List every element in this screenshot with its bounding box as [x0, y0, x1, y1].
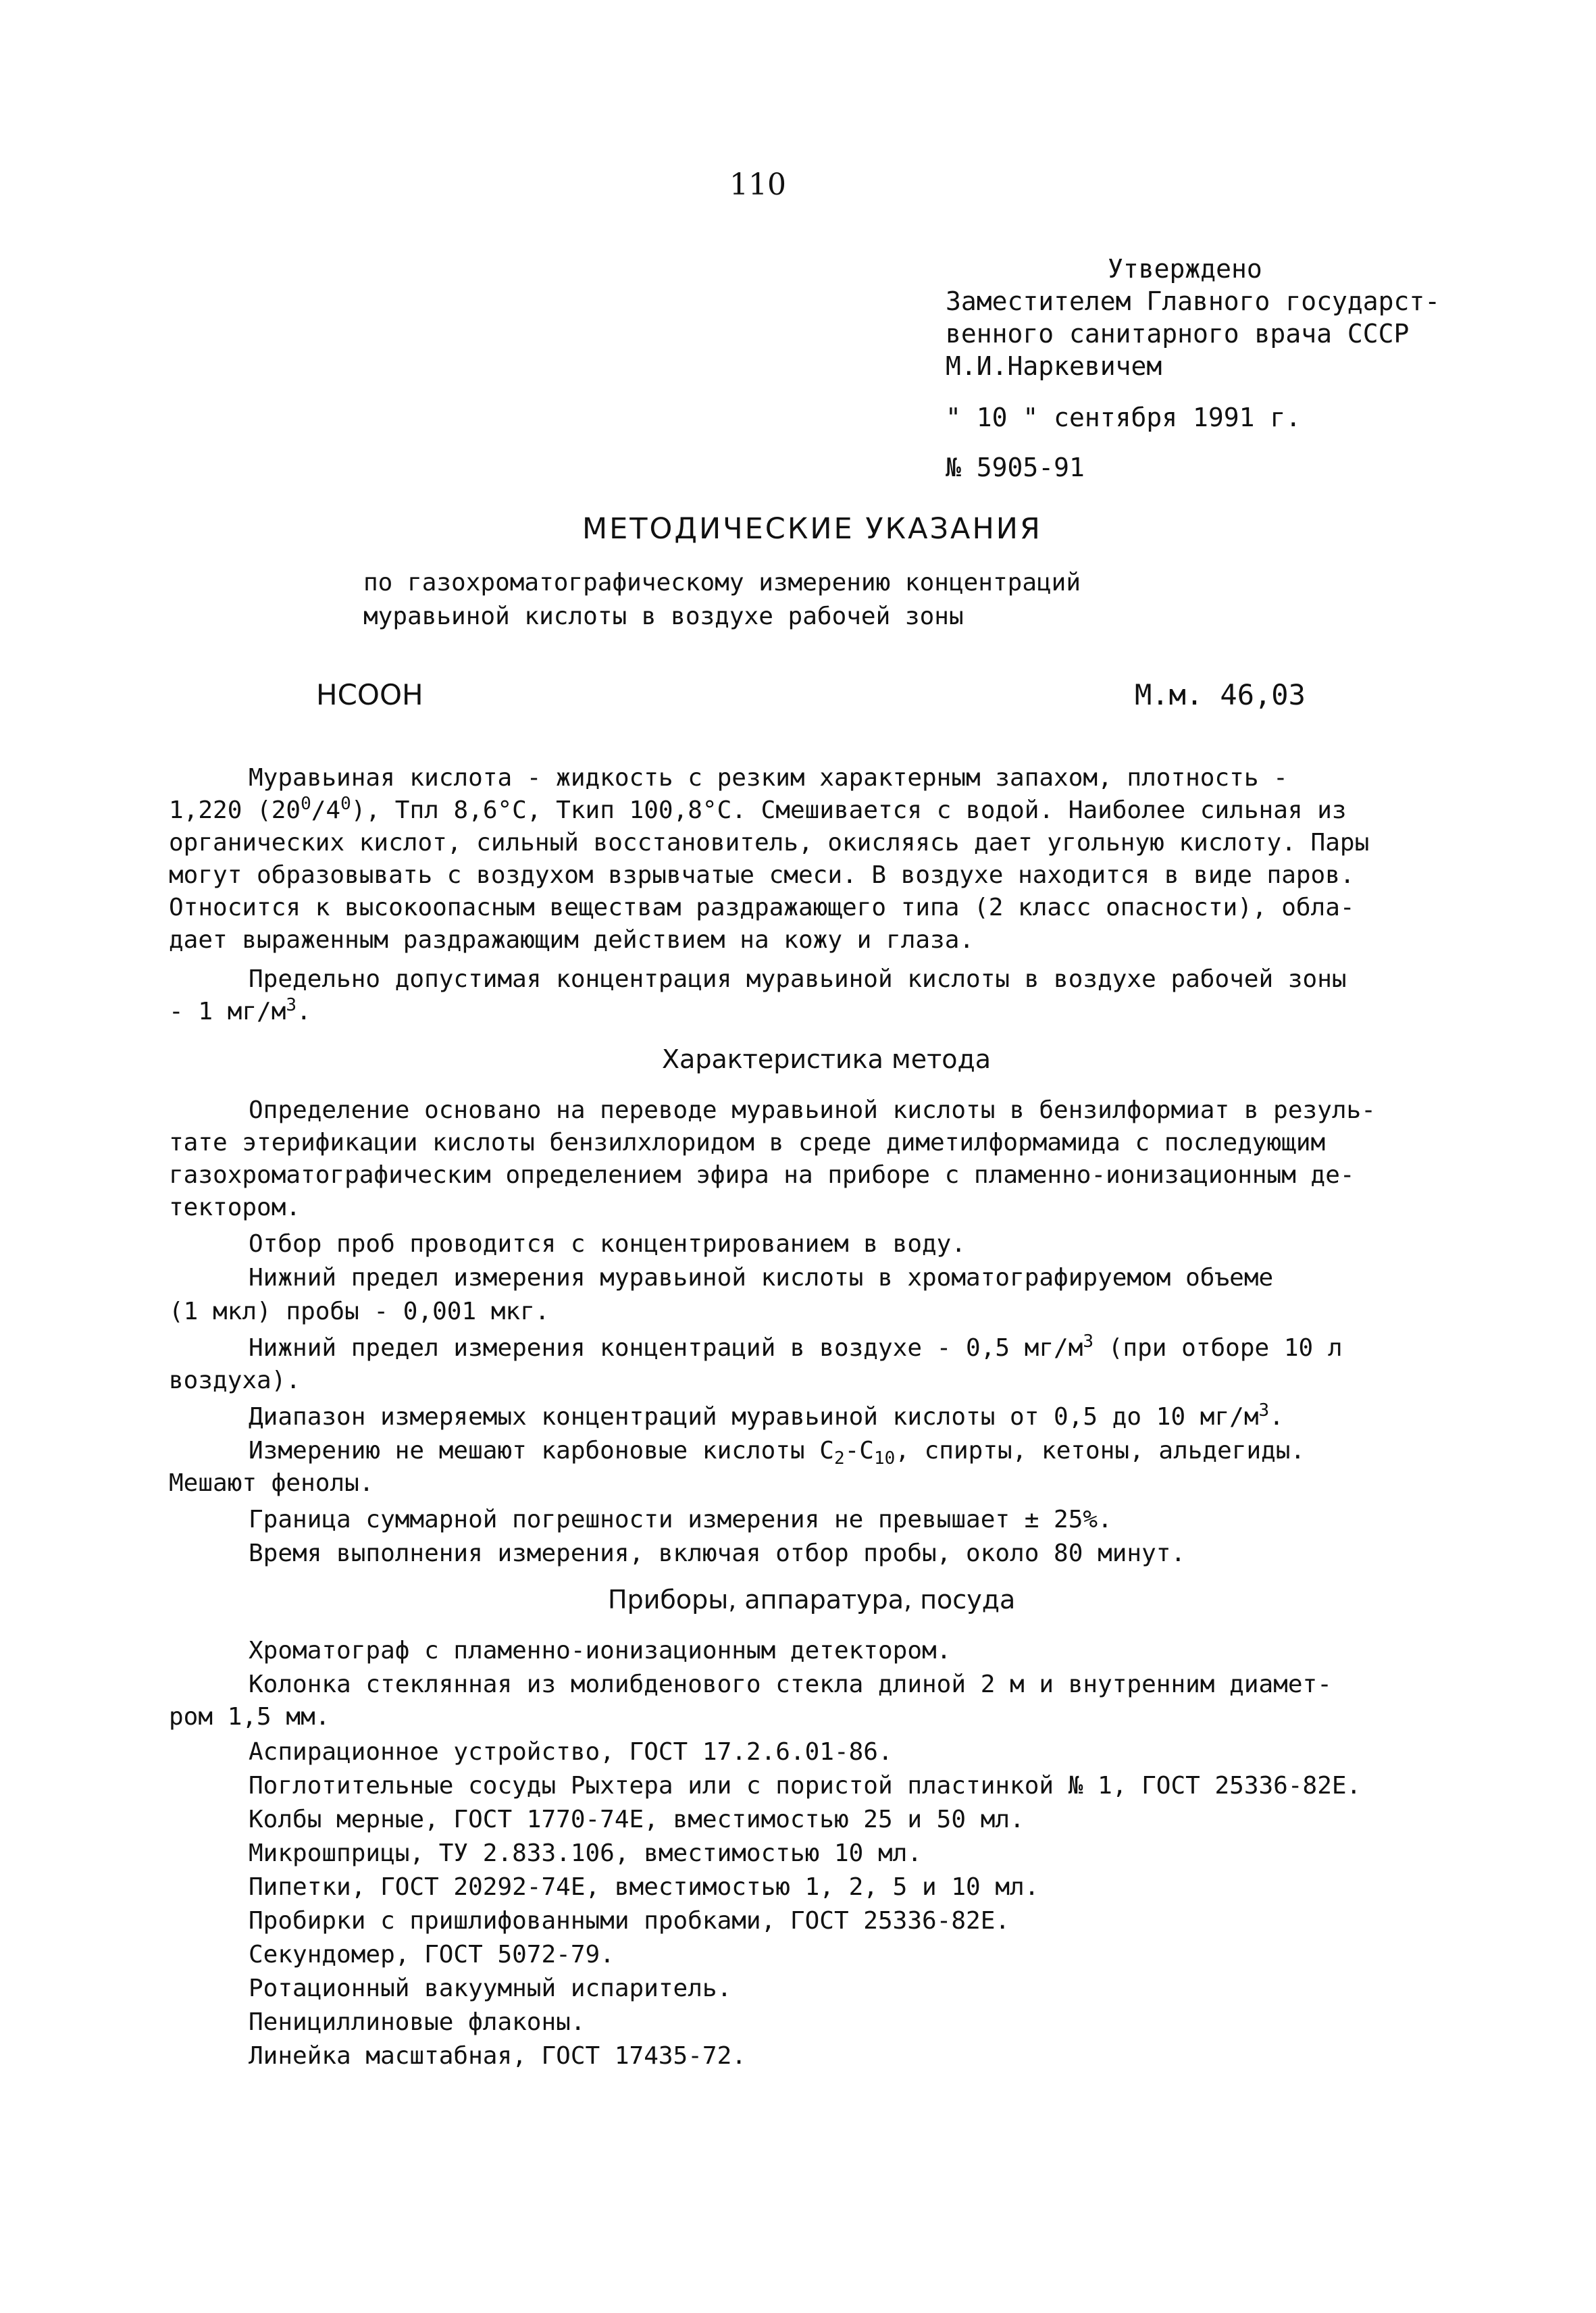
document-subtitle: по газохроматографическому измерению концентраций [363, 569, 1081, 596]
approval-line: М.И.Наркевичем [946, 351, 1162, 381]
text-line: тате этерификации кислоты бензилхлоридом в среде диметилформамида с последующим [169, 1129, 1326, 1156]
text-line: Линейка масштабная, ГОСТ 17435-72. [249, 2042, 746, 2070]
text-line: воздуха). [169, 1367, 301, 1394]
approval-date: " 10 " сентября 1991 г. [946, 403, 1302, 432]
page-number: 110 [729, 168, 786, 202]
text-line: Предельно допустимая концентрация муравьиной кислоты в воздухе рабочей зоны [249, 965, 1347, 993]
text-line: (1 мкл) пробы - 0,001 мкг. [169, 1298, 550, 1325]
text-line: Мешают фенолы. [169, 1469, 374, 1497]
text-line: 1,220 $(20^0/4^0)$, Тпл 8,6°С, Ткип 100,8°С. Смешивается с водой. Наиболее сильная из [169, 794, 1347, 824]
section-heading: Приборы, аппаратура, посуда [608, 1585, 1016, 1615]
text-line: Колбы мерные, ГОСТ 1770-74Е, вместимостью 25 и 50 мл. [249, 1806, 1025, 1833]
text-line: тектором. [169, 1194, 301, 1221]
text-line: Нижний предел измерения концентраций в воздухе - 0,5 $мг/м^3$ (при отборе 10 л [249, 1331, 1343, 1362]
text-line: Аспирационное устройство, ГОСТ 17.2.6.01-86. [249, 1738, 893, 1766]
text-line: Пробирки с пришлифованными пробками, ГОСТ 25336-82Е. [249, 1907, 1010, 1935]
text-line: органических кислот, сильный восстановитель, окисляясь дает угольную кислоту. Пары [169, 829, 1370, 857]
text-line: Хроматограф с пламенно-ионизационным детектором. [249, 1637, 952, 1664]
text-line: Измерению не мешают карбоновые кислоты $С_2-С_{10}$, спирты, кетоны, альдегиды. [249, 1437, 1306, 1469]
text-line: Ротационный вакуумный испаритель. [249, 1975, 732, 2002]
chemical-formula: НСООН [316, 678, 423, 711]
text-line: Отбор проб проводится с концентрированием в воду. [249, 1230, 967, 1258]
document-subtitle: муравьиной кислоты в воздухе рабочей зоны [363, 603, 964, 630]
text-line: Колонка стеклянная из молибденового стекла длиной 2 м и внутренним диамет- [249, 1671, 1332, 1698]
text-line: Секундомер, ГОСТ 5072-79. [249, 1941, 615, 1968]
text-line: газохроматографическим определением эфира на приборе с пламенно-ионизационным де- [169, 1161, 1355, 1189]
text-line: ром 1,5 мм. [169, 1703, 330, 1731]
section-heading: Характеристика метода [662, 1044, 992, 1074]
text-line: Относится к высокоопасным веществам раздражающего типа (2 класс опасности), обла- [169, 894, 1355, 921]
text-line: Микрошприцы, ТУ 2.833.106, вместимостью 10 мл. [249, 1839, 922, 1867]
text-line: Муравьиная кислота - жидкость с резким характерным запахом, плотность - [249, 764, 1288, 792]
text-line: Диапазон измеряемых концентраций муравьиной кислоты от 0,5 до 10 $мг/м^3$. [249, 1400, 1284, 1431]
text-line: Определение основано на переводе муравьиной кислоты в бензилформиат в резуль- [249, 1096, 1376, 1124]
text-line: - 1 $мг/м^3$. [169, 995, 311, 1025]
approval-line: венного санитарного врача СССР [946, 319, 1410, 349]
text-line: дает выраженным раздражающим действием на кожу и глаза. [169, 926, 975, 954]
text-line: Пенициллиновые флаконы. [249, 2008, 586, 2036]
molar-mass: М.м. 46,03 [1135, 678, 1306, 711]
text-line: Граница суммарной погрешности измерения не превышает ± 25%. [249, 1506, 1112, 1533]
text-line: могут образовывать с воздухом взрывчатые смеси. В воздухе находится в виде паров. [169, 861, 1355, 889]
text-line: Поглотительные сосуды Рыхтера или с пористой пластинкой № 1, ГОСТ 25336-82Е. [249, 1772, 1362, 1800]
approval-line: Утверждено [1108, 254, 1262, 284]
document-title: МЕТОДИЧЕСКИЕ УКАЗАНИЯ [582, 512, 1042, 546]
text-line: Нижний предел измерения муравьиной кислоты в хроматографируемом объеме [249, 1264, 1274, 1292]
text-line: Время выполнения измерения, включая отбор пробы, около 80 минут. [249, 1540, 1186, 1567]
approval-number: № 5905-91 [946, 453, 1085, 482]
approval-line: Заместителем Главного государст- [946, 286, 1441, 316]
text-line: Пипетки, ГОСТ 20292-74Е, вместимостью 1, 2, 5 и 10 мл. [249, 1873, 1039, 1901]
